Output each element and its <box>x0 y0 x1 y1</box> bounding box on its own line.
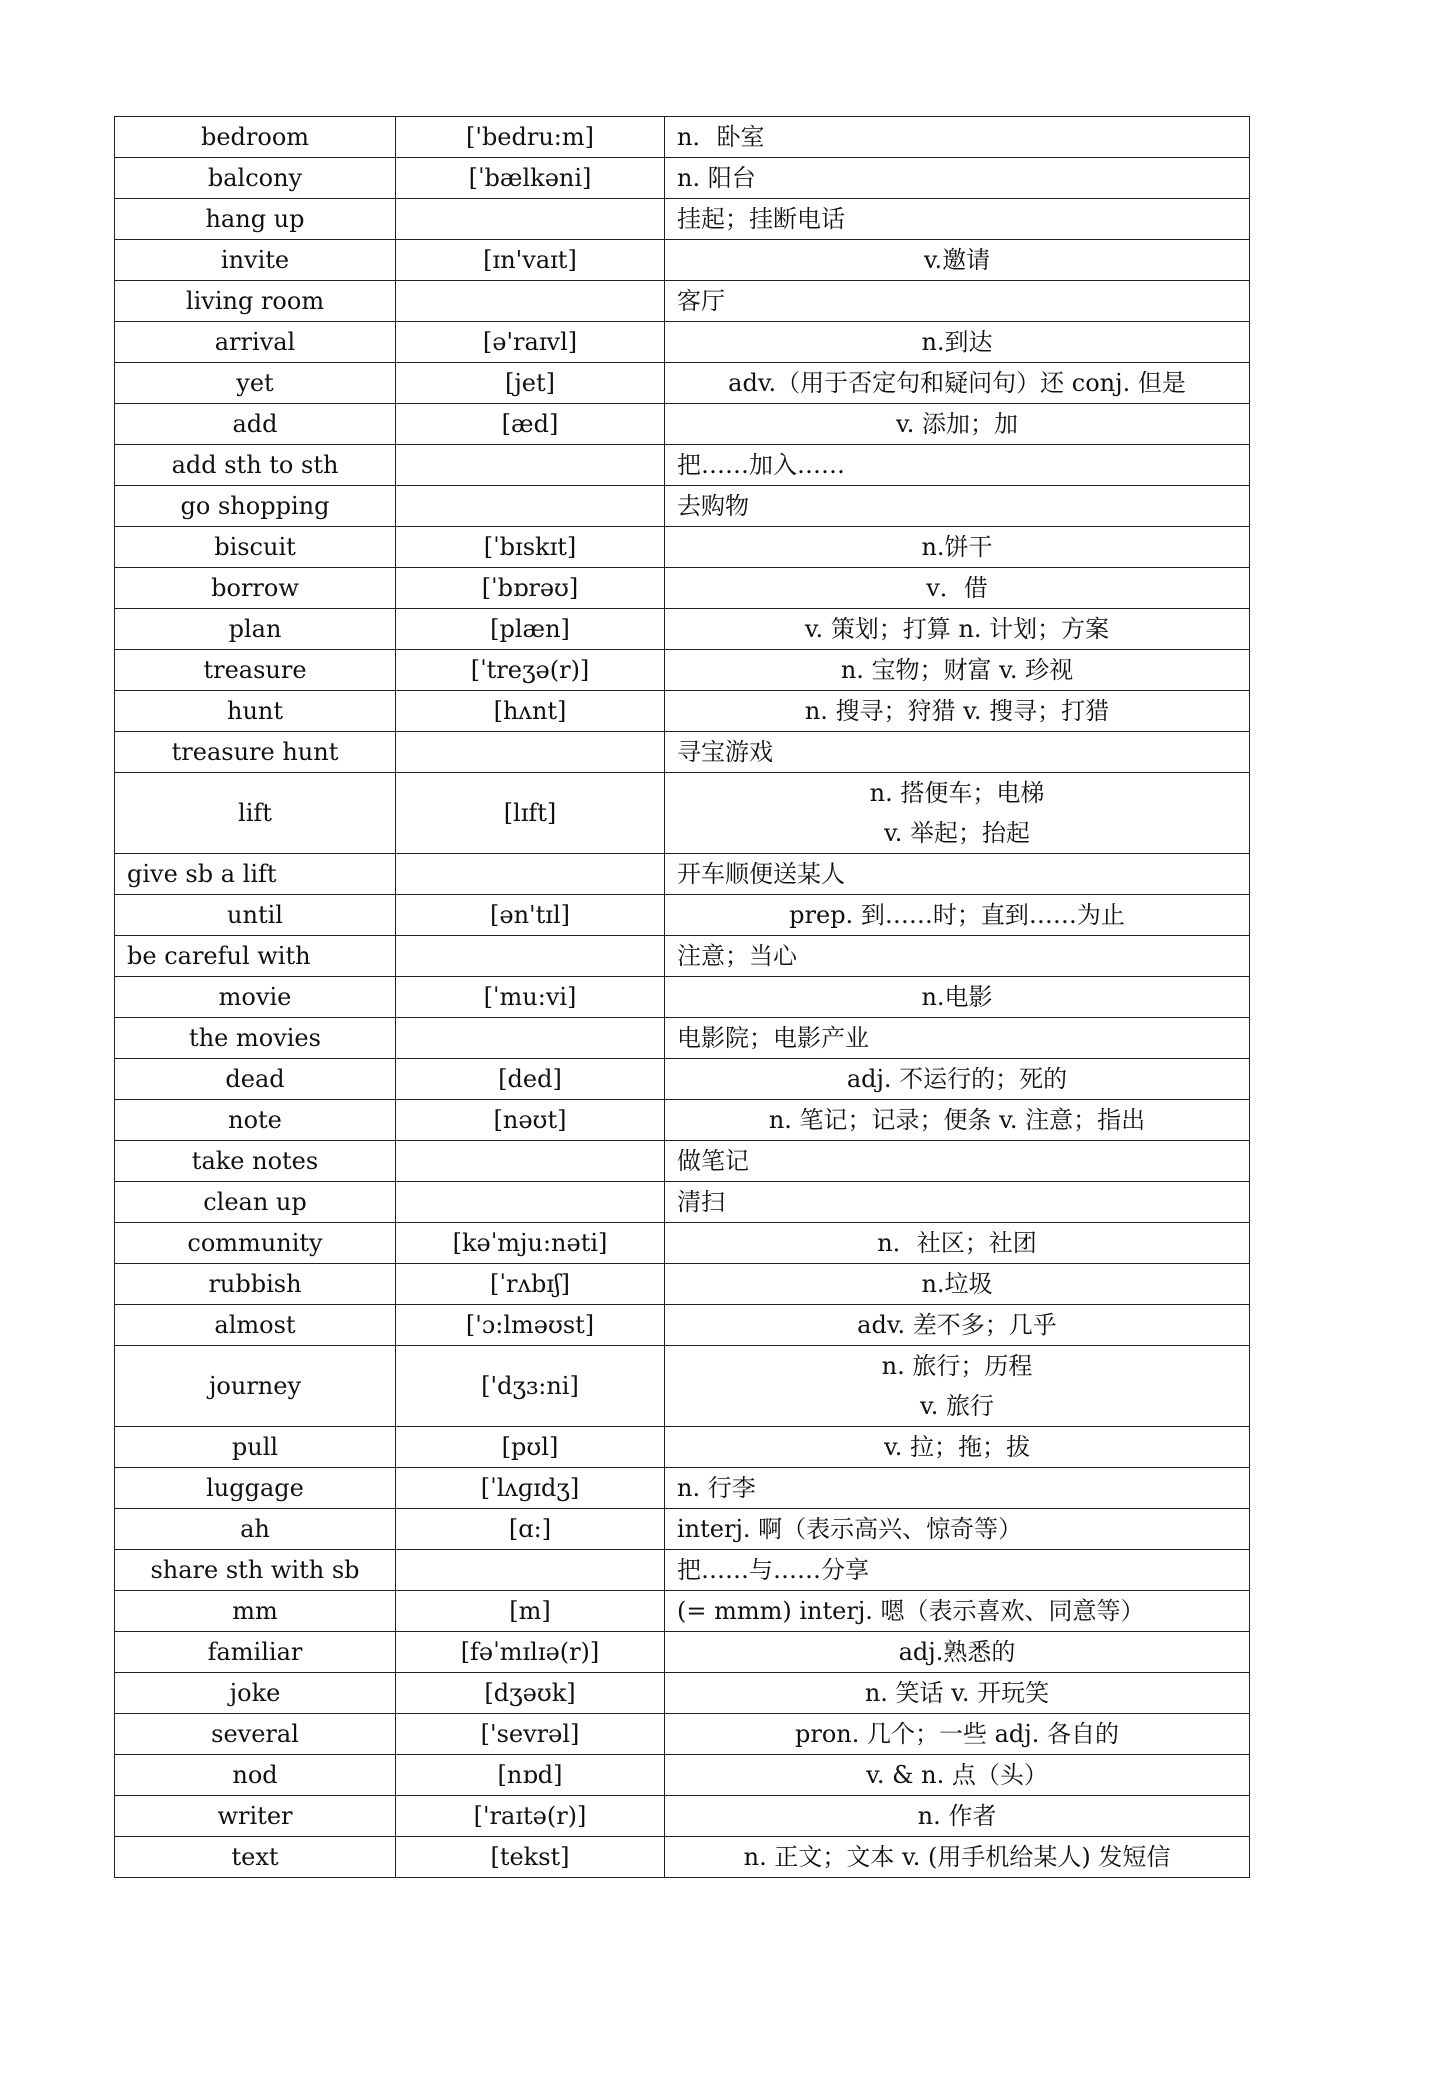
phonetic-cell: [dʒəʊk] <box>396 1673 665 1714</box>
table-row <box>115 691 1250 732</box>
phonetic-cell: [tekst] <box>396 1837 665 1878</box>
meaning-cell <box>665 609 1250 650</box>
word-cell: until <box>115 895 396 936</box>
table-row <box>115 1714 1250 1755</box>
phonetic-cell <box>396 1550 665 1591</box>
word-cell: the movies <box>115 1018 396 1059</box>
meaning-cell <box>665 1427 1250 1468</box>
meaning-cell <box>665 1182 1250 1223</box>
table-row <box>115 363 1250 404</box>
meaning-cell <box>665 1673 1250 1714</box>
meaning-line: 清扫 <box>677 1188 725 1216</box>
meaning-cell <box>665 1714 1250 1755</box>
meaning-line: v. 拉；拖；拔 <box>884 1433 1030 1461</box>
table-row <box>115 1100 1250 1141</box>
meaning-cell <box>665 1059 1250 1100</box>
phonetic-cell: [ɑ:] <box>396 1509 665 1550</box>
meaning-line: n.垃圾 <box>921 1270 993 1298</box>
table-row <box>115 486 1250 527</box>
phonetic-cell: [hʌnt] <box>396 691 665 732</box>
table-row <box>115 977 1250 1018</box>
meaning-line: adv. 差不多；几乎 <box>857 1311 1057 1339</box>
phonetic-cell: [ən'tɪl] <box>396 895 665 936</box>
meaning-cell <box>665 568 1250 609</box>
meaning-line: 把……与……分享 <box>677 1556 869 1584</box>
meaning-line: v．借 <box>926 574 988 602</box>
table-row <box>115 854 1250 895</box>
meaning-cell <box>665 527 1250 568</box>
meaning-line: 开车顺便送某人 <box>677 860 845 888</box>
phonetic-cell <box>396 1182 665 1223</box>
table-row <box>115 773 1250 854</box>
word-cell: dead <box>115 1059 396 1100</box>
word-cell: balcony <box>115 158 396 199</box>
table-row <box>115 1427 1250 1468</box>
phonetic-cell: [pʊl] <box>396 1427 665 1468</box>
meaning-line: adj. 不运行的；死的 <box>846 1065 1068 1093</box>
meaning-line: n. 阳台 <box>677 164 756 192</box>
phonetic-cell: [ˈtreʒə(r)] <box>396 650 665 691</box>
phonetic-cell: [ˈbɪskɪt] <box>396 527 665 568</box>
word-cell: ah <box>115 1509 396 1550</box>
word-cell: familiar <box>115 1632 396 1673</box>
phonetic-cell: [kəˈmju:nəti] <box>396 1223 665 1264</box>
meaning-cell <box>665 691 1250 732</box>
phonetic-cell: [nɒd] <box>396 1755 665 1796</box>
word-cell: journey <box>115 1346 396 1427</box>
meaning-line: v. 旅行 <box>920 1392 994 1420</box>
meaning-cell <box>665 732 1250 773</box>
word-cell: plan <box>115 609 396 650</box>
phonetic-cell: ['bedru:m] <box>396 117 665 158</box>
word-cell: writer <box>115 1796 396 1837</box>
meaning-line: v. 举起；抬起 <box>884 819 1030 847</box>
phonetic-cell <box>396 199 665 240</box>
meaning-cell <box>665 895 1250 936</box>
meaning-line: 寻宝游戏 <box>677 738 773 766</box>
meaning-cell <box>665 1305 1250 1346</box>
meaning-cell <box>665 404 1250 445</box>
phonetic-cell: [ɪn'vaɪt] <box>396 240 665 281</box>
meaning-cell <box>665 158 1250 199</box>
meaning-line: 客厅 <box>677 287 725 315</box>
meaning-line: 把……加入…… <box>677 451 845 479</box>
meaning-cell <box>665 1223 1250 1264</box>
table-row <box>115 732 1250 773</box>
meaning-cell <box>665 1837 1250 1878</box>
table-row <box>115 1305 1250 1346</box>
phonetic-cell: ['raɪtə(r)] <box>396 1796 665 1837</box>
meaning-cell <box>665 650 1250 691</box>
meaning-cell <box>665 281 1250 322</box>
meaning-line: v. & n. 点（头） <box>866 1761 1048 1789</box>
phonetic-cell: ['dʒɜ:ni] <box>396 1346 665 1427</box>
meaning-line: n. 笑话 v. 开玩笑 <box>864 1679 1050 1707</box>
meaning-line: n. 正文；文本 v. (用手机给某人) 发短信 <box>743 1843 1171 1871</box>
phonetic-cell <box>396 445 665 486</box>
word-cell: be careful with <box>115 936 396 977</box>
meaning-cell <box>665 1550 1250 1591</box>
table-row <box>115 1223 1250 1264</box>
meaning-cell <box>665 1509 1250 1550</box>
phonetic-cell: [fəˈmɪlɪə(r)] <box>396 1632 665 1673</box>
table-row <box>115 404 1250 445</box>
meaning-line: n. 宝物；财富 v. 珍视 <box>840 656 1074 684</box>
word-cell: bedroom <box>115 117 396 158</box>
table-row <box>115 281 1250 322</box>
phonetic-cell <box>396 1141 665 1182</box>
phonetic-cell: ['sevrəl] <box>396 1714 665 1755</box>
meaning-cell <box>665 936 1250 977</box>
meaning-line: n.到达 <box>921 328 993 356</box>
phonetic-cell: [ded] <box>396 1059 665 1100</box>
table-row <box>115 527 1250 568</box>
vocabulary-table <box>114 116 1250 1878</box>
word-cell: almost <box>115 1305 396 1346</box>
table-row <box>115 1182 1250 1223</box>
meaning-line: 去购物 <box>677 492 749 520</box>
word-cell: joke <box>115 1673 396 1714</box>
meaning-line: 挂起；挂断电话 <box>677 205 845 233</box>
meaning-line: 注意；当心 <box>677 942 797 970</box>
word-cell: borrow <box>115 568 396 609</box>
word-cell: note <box>115 1100 396 1141</box>
meaning-cell <box>665 1264 1250 1305</box>
phonetic-cell: [m] <box>396 1591 665 1632</box>
phonetic-cell: [ə'raɪvl] <box>396 322 665 363</box>
word-cell: hang up <box>115 199 396 240</box>
meaning-line: n.饼干 <box>921 533 993 561</box>
phonetic-cell: ['ɔ:lməʊst] <box>396 1305 665 1346</box>
word-cell: pull <box>115 1427 396 1468</box>
word-cell: luggage <box>115 1468 396 1509</box>
vocabulary-table-body <box>115 117 1250 1878</box>
meaning-line: n．卧室 <box>677 123 765 151</box>
meaning-line: n.电影 <box>921 983 993 1011</box>
phonetic-cell: [ˈlʌɡɪdʒ] <box>396 1468 665 1509</box>
phonetic-cell: [ˈbælkəni] <box>396 158 665 199</box>
meaning-line: prep. 到……时；直到……为止 <box>789 901 1125 929</box>
meaning-cell <box>665 199 1250 240</box>
word-cell: clean up <box>115 1182 396 1223</box>
table-row <box>115 1346 1250 1427</box>
table-row <box>115 117 1250 158</box>
table-row <box>115 1468 1250 1509</box>
phonetic-cell: [nəʊt] <box>396 1100 665 1141</box>
word-cell: movie <box>115 977 396 1018</box>
word-cell: mm <box>115 1591 396 1632</box>
phonetic-cell <box>396 486 665 527</box>
word-cell: invite <box>115 240 396 281</box>
meaning-cell <box>665 1796 1250 1837</box>
meaning-cell <box>665 322 1250 363</box>
phonetic-cell <box>396 281 665 322</box>
meaning-cell <box>665 363 1250 404</box>
phonetic-cell <box>396 854 665 895</box>
word-cell: arrival <box>115 322 396 363</box>
meaning-line: v.邀请 <box>923 246 991 274</box>
word-cell: take notes <box>115 1141 396 1182</box>
word-cell: go shopping <box>115 486 396 527</box>
word-cell: rubbish <box>115 1264 396 1305</box>
phonetic-cell: [jet] <box>396 363 665 404</box>
table-row <box>115 1591 1250 1632</box>
word-cell: living room <box>115 281 396 322</box>
table-row <box>115 1550 1250 1591</box>
table-row <box>115 1018 1250 1059</box>
phonetic-cell: [æd] <box>396 404 665 445</box>
meaning-cell <box>665 977 1250 1018</box>
meaning-line: n. 行李 <box>677 1474 756 1502</box>
meaning-cell <box>665 1755 1250 1796</box>
phonetic-cell <box>396 936 665 977</box>
meaning-line: (= mmm) interj. 嗯（表示喜欢、同意等） <box>677 1597 1145 1625</box>
meaning-line: n．社区；社团 <box>877 1229 1037 1257</box>
meaning-line: n. 搜寻；狩猎 v. 搜寻；打猎 <box>804 697 1110 725</box>
word-cell: share sth with sb <box>115 1550 396 1591</box>
meaning-cell <box>665 240 1250 281</box>
table-row <box>115 199 1250 240</box>
word-cell: hunt <box>115 691 396 732</box>
table-row <box>115 936 1250 977</box>
meaning-cell <box>665 1632 1250 1673</box>
meaning-cell <box>665 1100 1250 1141</box>
meaning-line: v. 添加；加 <box>896 410 1018 438</box>
table-row <box>115 1837 1250 1878</box>
meaning-cell <box>665 486 1250 527</box>
table-row <box>115 445 1250 486</box>
meaning-cell <box>665 445 1250 486</box>
table-row <box>115 1755 1250 1796</box>
word-cell: give sb a lift <box>115 854 396 895</box>
meaning-cell <box>665 1591 1250 1632</box>
table-row <box>115 1673 1250 1714</box>
meaning-cell <box>665 854 1250 895</box>
word-cell: community <box>115 1223 396 1264</box>
meaning-line: n. 笔记；记录；便条 v. 注意；指出 <box>768 1106 1146 1134</box>
phonetic-cell: [ˈmu:vi] <box>396 977 665 1018</box>
table-row <box>115 609 1250 650</box>
meaning-line: pron. 几个；一些 adj. 各自的 <box>795 1720 1119 1748</box>
meaning-line: v. 策划；打算 n. 计划；方案 <box>804 615 1110 643</box>
phonetic-cell: [ˈbɒrəʊ] <box>396 568 665 609</box>
meaning-line: interj. 啊（表示高兴、惊奇等） <box>677 1515 1023 1543</box>
word-cell: add <box>115 404 396 445</box>
table-row <box>115 895 1250 936</box>
table-row <box>115 1059 1250 1100</box>
meaning-line: 做笔记 <box>677 1147 749 1175</box>
table-row <box>115 568 1250 609</box>
meaning-cell <box>665 1141 1250 1182</box>
word-cell: biscuit <box>115 527 396 568</box>
table-row <box>115 158 1250 199</box>
table-row <box>115 1264 1250 1305</box>
word-cell: nod <box>115 1755 396 1796</box>
phonetic-cell: [lɪft] <box>396 773 665 854</box>
phonetic-cell <box>396 732 665 773</box>
phonetic-cell: [plæn] <box>396 609 665 650</box>
meaning-line: n. 作者 <box>917 1802 997 1830</box>
meaning-cell <box>665 117 1250 158</box>
meaning-cell <box>665 1018 1250 1059</box>
table-row <box>115 1141 1250 1182</box>
meaning-line: n. 旅行；历程 <box>881 1352 1033 1380</box>
word-cell: add sth to sth <box>115 445 396 486</box>
meaning-line: adv.（用于否定句和疑问句）还 conj. 但是 <box>728 369 1186 397</box>
table-row <box>115 322 1250 363</box>
table-row <box>115 1632 1250 1673</box>
table-row <box>115 1796 1250 1837</box>
word-cell: treasure <box>115 650 396 691</box>
table-row <box>115 240 1250 281</box>
meaning-cell <box>665 1346 1250 1427</box>
phonetic-cell <box>396 1018 665 1059</box>
phonetic-cell: [ˈrʌbɪʃ] <box>396 1264 665 1305</box>
word-cell: lift <box>115 773 396 854</box>
meaning-line: n. 搭便车；电梯 <box>869 779 1045 807</box>
table-row <box>115 650 1250 691</box>
table-row <box>115 1509 1250 1550</box>
meaning-line: 电影院；电影产业 <box>677 1024 869 1052</box>
meaning-cell <box>665 1468 1250 1509</box>
meaning-cell <box>665 773 1250 854</box>
meaning-line: adj.熟悉的 <box>898 1638 1016 1666</box>
word-cell: yet <box>115 363 396 404</box>
word-cell: text <box>115 1837 396 1878</box>
word-cell: several <box>115 1714 396 1755</box>
word-cell: treasure hunt <box>115 732 396 773</box>
